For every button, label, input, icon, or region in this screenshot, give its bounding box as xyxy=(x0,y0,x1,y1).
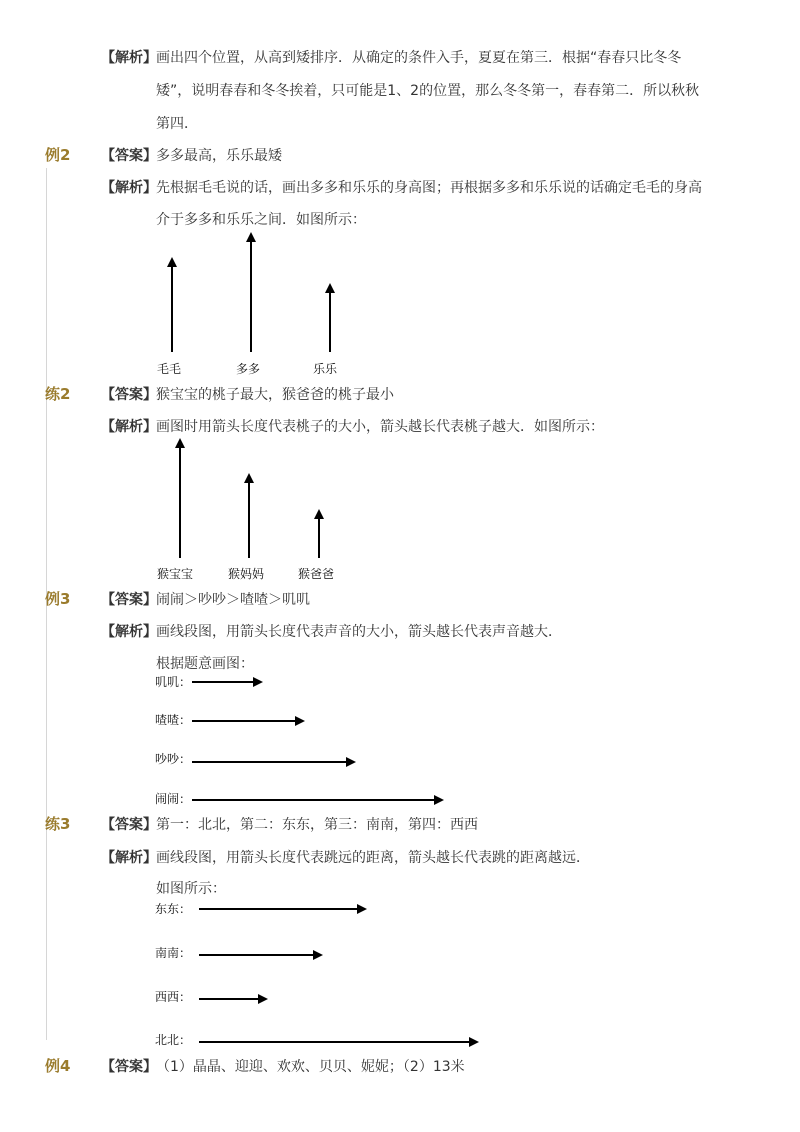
practice-label: 练2 xyxy=(45,385,71,403)
analysis-tag: 【解析】 xyxy=(101,624,157,640)
answer-text: 猴宝宝的桃子最大，猴爸爸的桃子最小 xyxy=(156,387,394,403)
example-label: 例3 xyxy=(45,590,71,608)
answer-text: （1）晶晶、迎迎、欢欢、贝贝、妮妮；（2）13米 xyxy=(156,1059,465,1075)
analysis-tag: 【解析】 xyxy=(101,180,157,196)
analysis-line: 画线段图，用箭头长度代表跳远的距离，箭头越长代表跳的距离越远． xyxy=(156,850,590,866)
analysis-line: 先根据毛毛说的话，画出多多和乐乐的身高图；再根据多多和乐乐说的话确定毛毛的身高 xyxy=(156,180,702,196)
height-diagram xyxy=(157,237,338,376)
analysis-tag: 【解析】 xyxy=(101,850,157,866)
caption-chaochao: 吵吵： xyxy=(155,752,192,766)
peach-diagram xyxy=(157,443,334,581)
analysis-line: 矮”，说明春春和冬冬挨着，只可能是1、2的位置，那么冬冬第一，春春第二．所以秋秋 xyxy=(156,83,700,99)
caption-beibei: 北北： xyxy=(155,1033,192,1047)
example-label: 例2 xyxy=(45,146,71,164)
analysis-line: 画图时用箭头长度代表桃子的大小，箭头越长代表桃子越大．如图所示： xyxy=(156,419,604,435)
analysis-line: 第四． xyxy=(156,116,198,132)
caption-maomao: 毛毛 xyxy=(157,362,182,376)
caption-xixi: 西西： xyxy=(155,990,192,1004)
caption-jiji: 叽叽： xyxy=(155,675,192,689)
answer-text: 第一：北北，第二：东东，第三：南南，第四：西西 xyxy=(156,817,478,833)
practice-label: 练3 xyxy=(45,815,71,833)
analysis-line: 画线段图，用箭头长度代表声音的大小，箭头越长代表声音越大． xyxy=(156,624,562,640)
caption-lele: 乐乐 xyxy=(313,362,338,376)
example-label: 例4 xyxy=(45,1057,71,1075)
answer-tag: 【答案】 xyxy=(101,148,157,164)
answer-tag: 【答案】 xyxy=(101,387,157,403)
answer-text: 多多最高，乐乐最矮 xyxy=(156,148,282,164)
figure-intro: 如图所示： xyxy=(156,881,226,897)
sound-diagram xyxy=(155,675,439,806)
analysis-line: 介于多多和乐乐之间．如图所示： xyxy=(156,212,366,228)
answer-text: 闹闹＞吵吵＞喳喳＞叽叽 xyxy=(156,592,310,608)
analysis-tag: 【解析】 xyxy=(101,50,157,66)
analysis-tag: 【解析】 xyxy=(101,419,157,435)
answer-tag: 【答案】 xyxy=(101,817,157,833)
caption-zhazha: 喳喳： xyxy=(155,713,192,727)
analysis-line: 画出四个位置，从高到矮排序．从确定的条件入手，夏夏在第三．根据“春春只比冬冬 xyxy=(156,50,682,66)
answer-tag: 【答案】 xyxy=(101,1059,157,1075)
jump-diagram xyxy=(155,902,474,1047)
caption-father-monkey: 猴爸爸 xyxy=(298,567,335,581)
caption-mother-monkey: 猴妈妈 xyxy=(228,567,265,581)
figure-intro: 根据题意画图： xyxy=(156,656,254,672)
caption-naonao: 闹闹： xyxy=(155,792,192,806)
caption-duoduo: 多多 xyxy=(236,362,261,376)
answer-tag: 【答案】 xyxy=(101,592,157,608)
caption-baby-monkey: 猴宝宝 xyxy=(157,567,194,581)
caption-dongdong: 东东： xyxy=(155,902,192,916)
caption-nannan: 南南： xyxy=(155,946,192,960)
